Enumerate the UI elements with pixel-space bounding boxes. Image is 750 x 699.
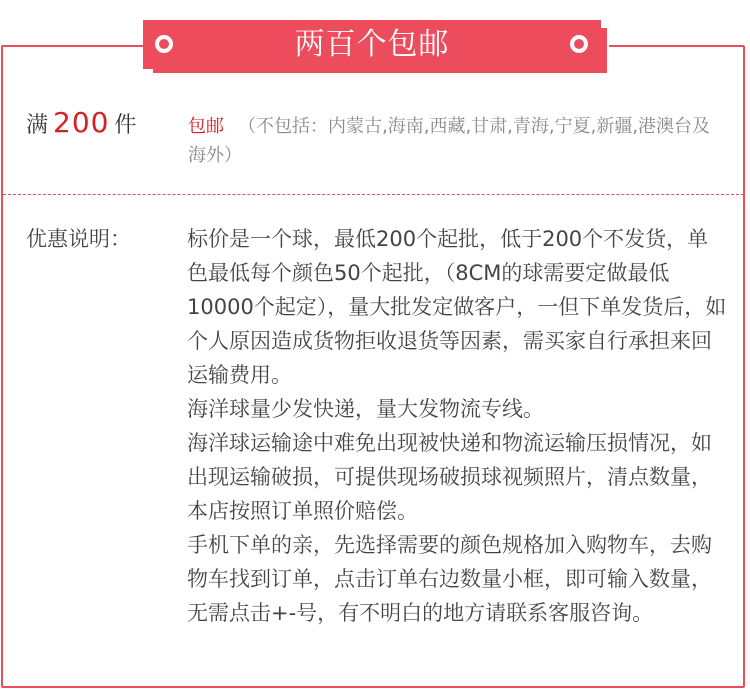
note-paragraph: 海洋球运输途中难免出现被快递和物流运输压损情况，如出现运输破损，可提供现场破损球视频照片，清点数量，本店按照订单照价赔偿。 <box>187 431 712 523</box>
notes-label: 优惠说明： <box>26 227 131 251</box>
quantity-suffix: 件 <box>114 113 137 138</box>
free-shipping-label: 包邮 <box>188 116 224 137</box>
note-paragraph: 手机下单的亲，先选择需要的颜色规格加入购物车，去购物车找到订单，点击订单右边数量小框，即可输入数量，无需点击+-号，有不明白的地方请联系客服咨询。 <box>187 533 712 625</box>
notes-body <box>187 222 727 630</box>
shipping-exclusions: （不包括：内蒙古,海南,西藏,甘肃,青海,宁夏,新疆,港澳台及海外） <box>188 116 711 166</box>
banner-left-dot-icon <box>155 35 173 53</box>
quantity-threshold <box>26 106 136 143</box>
banner <box>143 20 601 69</box>
quantity-value: 200 <box>53 106 110 139</box>
note-paragraph: 海洋球量少发快递，量大发物流专线。 <box>187 397 544 421</box>
free-shipping-info <box>188 112 728 170</box>
dashed-divider <box>3 194 744 195</box>
note-paragraph: 标价是一个球，最低200个起批，低于200个不发货，单色最低每个颜色50个起批，（8CM的球需要定做最低10000个起定），量大批发定做客户，一但下单发货后，如个人原因造成货物拒收退货等因素，需买家自行承担来回运输费用。 <box>187 227 727 387</box>
quantity-prefix: 满 <box>26 113 49 138</box>
banner-title: 两百个包邮 <box>294 26 450 62</box>
banner-right-dot-icon <box>570 35 588 53</box>
